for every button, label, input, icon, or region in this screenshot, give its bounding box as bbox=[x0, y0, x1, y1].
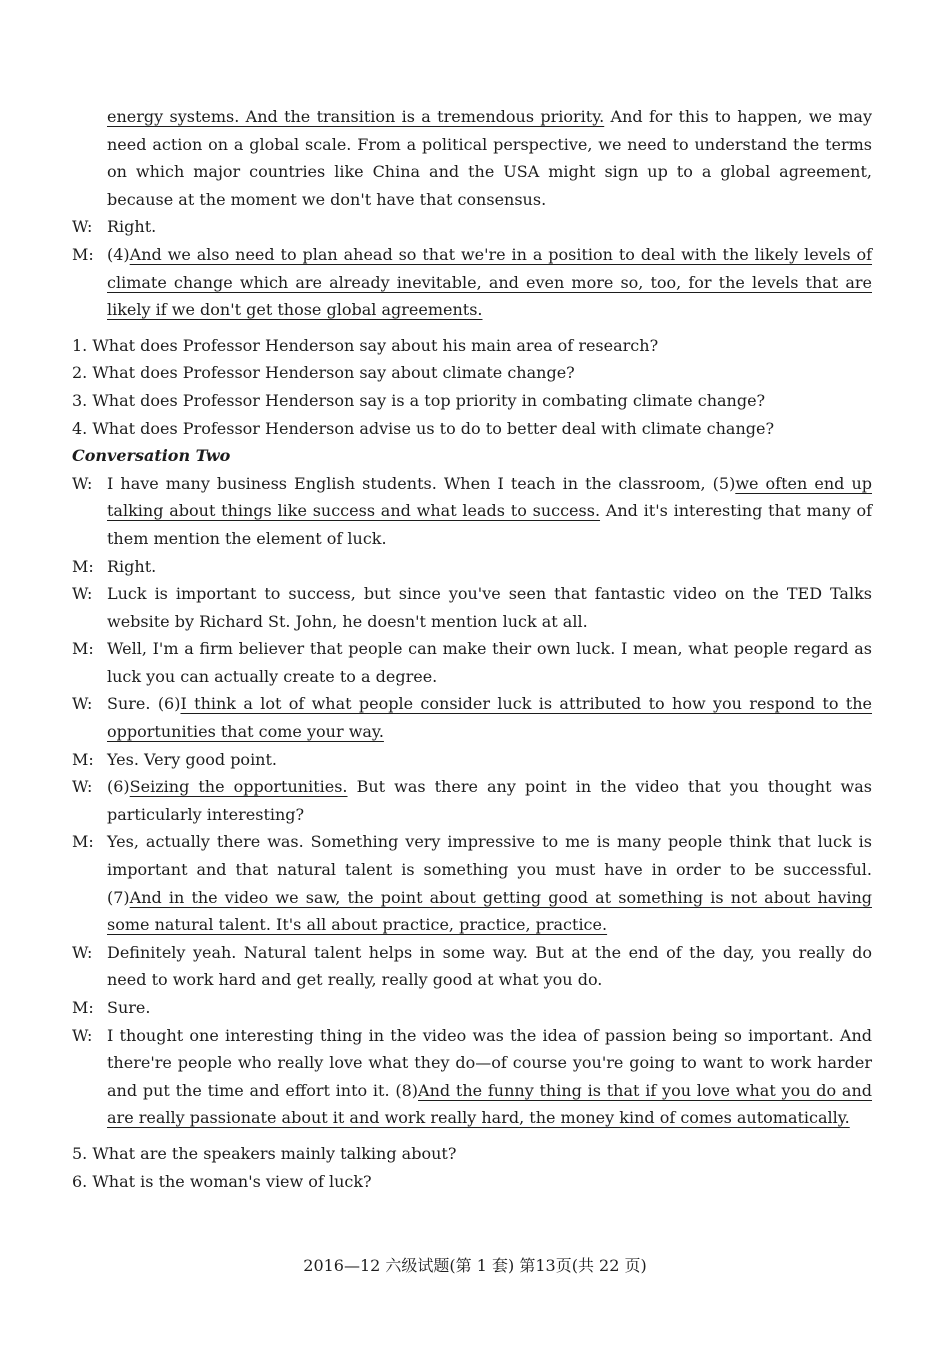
dialogue-turn bbox=[72, 828, 872, 938]
dialogue-turn bbox=[72, 470, 872, 553]
underlined-answer: I think a lot of what people consider luck is attributed to how you respond to the opportunities that come your way. bbox=[107, 694, 872, 742]
dialogue-turn bbox=[72, 994, 872, 1022]
dialogue-turn bbox=[72, 580, 872, 635]
speaker-label: M: bbox=[72, 244, 94, 264]
dialogue-turn bbox=[72, 773, 872, 828]
answer-marker: (6) bbox=[157, 694, 181, 714]
speaker-label: M: bbox=[72, 998, 94, 1017]
speaker-label: W: bbox=[72, 473, 93, 493]
question-item: 5. What are the speakers mainly talking about? bbox=[72, 1143, 457, 1163]
section-heading: Conversation Two bbox=[72, 446, 231, 466]
page-footer: 2016—12 六级试题(第 1 套) 第13页(共 22 页) bbox=[303, 1256, 647, 1275]
speaker-label: M: bbox=[72, 556, 94, 576]
speaker-label: W: bbox=[72, 1025, 93, 1045]
underlined-answer: And the funny thing is that if you love what you do and are really passionate about it and work really hard, the money kind of comes automatically. bbox=[107, 1080, 873, 1128]
dialogue-text: Right. bbox=[107, 217, 157, 237]
dialogue-turn bbox=[72, 690, 872, 745]
underlined-answer: energy systems. And the transition is a tremendous priority. bbox=[107, 107, 605, 126]
underlined-answer: we often end up talking about things like success and what leads to success. bbox=[107, 473, 872, 521]
dialogue-text bbox=[107, 1022, 872, 1132]
underlined-answer: And in the video we saw, the point about getting good at something is not about having some natural talent. It's all about practice, practice, practice. bbox=[107, 887, 872, 935]
answer-marker: (4) bbox=[107, 244, 130, 264]
question-list bbox=[72, 332, 872, 442]
question-item: 6. What is the woman's view of luck? bbox=[72, 1171, 372, 1191]
question-item: 3. What does Professor Henderson say is a top priority in combating climate change? bbox=[72, 390, 766, 410]
dialogue-segment: Yes, actually there was. Something very impressive to me is many people think that luck is important and that natural talent is something you must have in order to be successful. bbox=[107, 832, 872, 880]
dialogue-segment: I thought one interesting thing in the video was the idea of passion being so important. And there're people who really love what they do—of course you're going to want to work harder and put the time and effort into it. bbox=[107, 1025, 872, 1100]
dialogue-text bbox=[107, 470, 872, 553]
underlined-answer: And we also need to plan ahead so that we're in a position to deal with the likely levels of climate change which are already inevitable, and even more so, too, for the levels that are likely if we don't get those global agreements. bbox=[107, 244, 872, 320]
speaker-label: M: bbox=[72, 832, 94, 852]
speaker-label: W: bbox=[72, 694, 93, 714]
dialogue-segment: And it's interesting that many of them mention the element of luck. bbox=[107, 501, 873, 548]
question-list bbox=[72, 1140, 872, 1195]
dialogue-text bbox=[107, 690, 872, 745]
dialogue-turn bbox=[72, 939, 872, 994]
dialogue-text: Well, I'm a firm believer that people can make their own luck. I mean, what people regard as luck you can actually create to a degree. bbox=[107, 639, 872, 686]
dialogue-turn bbox=[72, 213, 872, 241]
answer-marker: (8) bbox=[395, 1080, 419, 1100]
dialogue-segment: Sure. bbox=[107, 694, 158, 714]
dialogue-turn bbox=[72, 635, 872, 690]
speaker-label: M: bbox=[72, 639, 94, 659]
dialogue-text: Definitely yeah. Natural talent helps in some way. But at the end of the day, you really do need to work hard and get really, really good at what you do. bbox=[107, 942, 872, 990]
dialogue-turn bbox=[72, 241, 872, 324]
answer-marker: (6) bbox=[107, 777, 130, 797]
dialogue-text: Luck is important to success, but since you've seen that fantastic video on the TED Talks website by Richard St. John, he doesn't mention luck at all. bbox=[107, 584, 872, 631]
dialogue-text bbox=[107, 241, 872, 324]
speaker-label: W: bbox=[72, 777, 93, 797]
transcript bbox=[72, 103, 872, 1195]
underlined-answer: Seizing the opportunities. bbox=[129, 777, 348, 797]
dialogue-segment: I have many business English students. When I teach in the classroom, bbox=[107, 473, 713, 493]
dialogue-text: Right. bbox=[107, 556, 157, 576]
speaker-label: W: bbox=[72, 942, 93, 962]
dialogue-continuation bbox=[72, 103, 872, 213]
dialogue-text bbox=[107, 828, 872, 938]
speaker-label: W: bbox=[72, 584, 93, 604]
question-item: 2. What does Professor Henderson say about climate change? bbox=[72, 363, 575, 383]
dialogue-text: And for this to happen, we may need action on a global scale. From a political perspective, we need to understand the terms on which major countries like China and the USA might sign up to a global agreement, because at the moment we don't have that consensus. bbox=[107, 107, 873, 209]
dialogue-turn bbox=[72, 746, 872, 774]
dialogue-text bbox=[107, 773, 872, 828]
question-item: 1. What does Professor Henderson say about his main area of research? bbox=[72, 335, 659, 355]
dialogue-text: Sure. bbox=[107, 998, 151, 1017]
speaker-label: W: bbox=[72, 217, 93, 237]
dialogue-segment: But was there any point in the video that you thought was particularly interesting? bbox=[107, 777, 873, 824]
dialogue-turn bbox=[72, 553, 872, 581]
answer-marker: (7) bbox=[107, 887, 130, 907]
dialogue-turn bbox=[72, 1022, 872, 1132]
dialogue-text: Yes. Very good point. bbox=[107, 749, 277, 769]
answer-marker: (5) bbox=[712, 473, 736, 493]
question-item: 4. What does Professor Henderson advise us to do to better deal with climate change? bbox=[72, 418, 775, 438]
speaker-label: M: bbox=[72, 749, 94, 769]
